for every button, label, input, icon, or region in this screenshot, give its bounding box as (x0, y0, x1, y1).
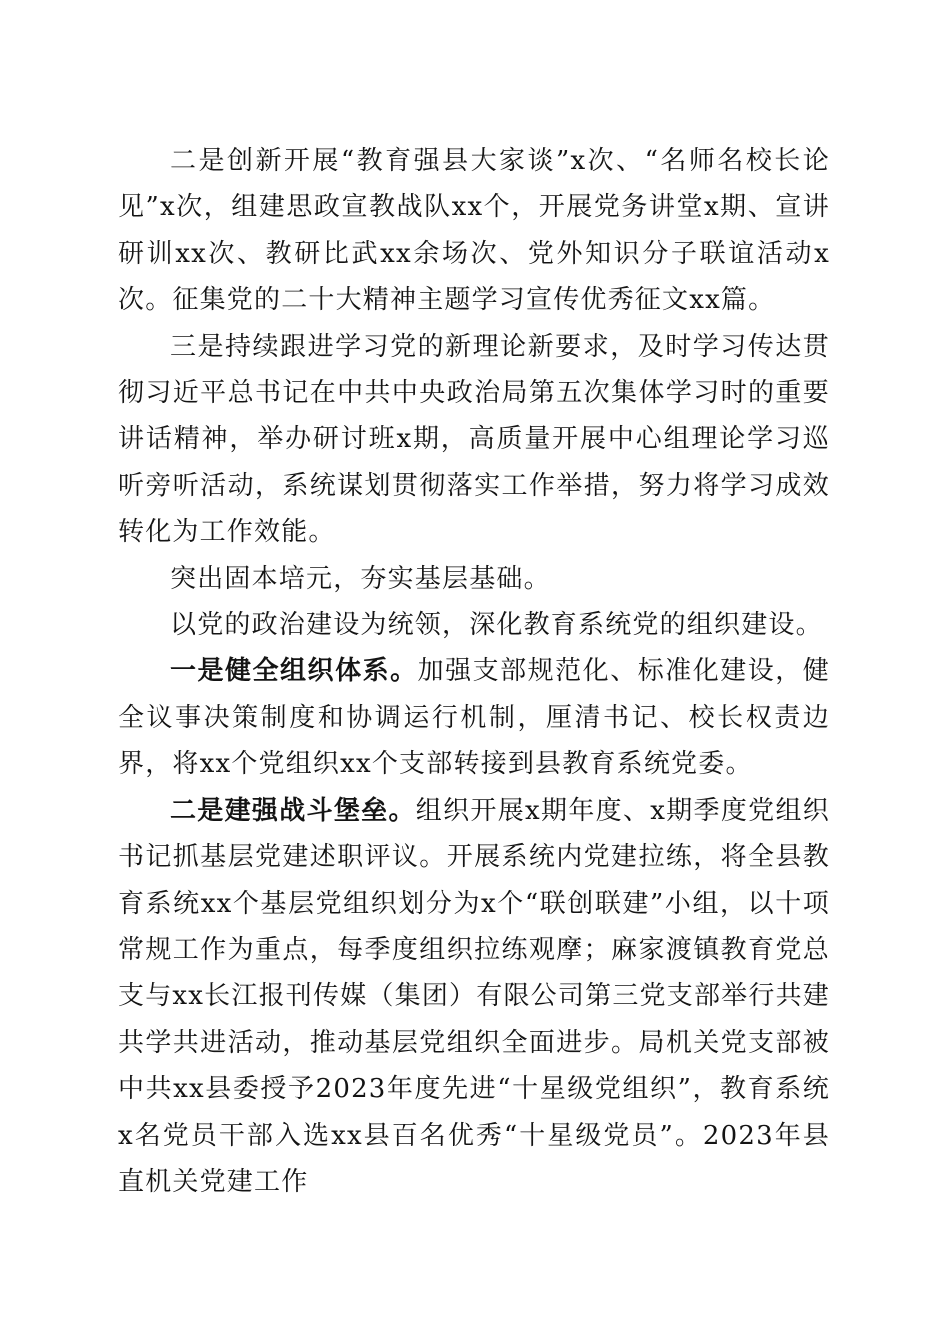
paragraph-text: 三是持续跟进学习党的新理论新要求，及时学习传达贯彻习近平总书记在中共中央政治局第五次集体学习时的重要讲话精神，举办研讨班x期，高质量开展中心组理论学习巡听旁听活动，系统谋划贯彻落实工作举措，努力将学习成效转化为工作效能。 (118, 331, 830, 548)
paragraph-innovation-activities (118, 138, 830, 324)
paragraph-text: 二是创新开展“教育强县大家谈”x次、“名师名校长论见”x次，组建思政宣教战队xx个，开展党务讲堂x期、宣讲研训xx次、教研比武xx余场次、党外知识分子联谊活动x次。征集党的二十大精神主题学习宣传优秀征文xx篇。 (118, 146, 830, 316)
paragraph-section-heading (118, 556, 830, 602)
paragraph-theory-study (118, 324, 830, 556)
paragraph-text: 以党的政治建设为统领，深化教育系统党的组织建设。 (170, 610, 823, 641)
paragraph-lead: 二是建强战斗堡垒。 (170, 795, 416, 826)
paragraph-text: 突出固本培元，夯实基层基础。 (170, 563, 551, 594)
document-body (118, 138, 830, 1205)
paragraph-organization-system (118, 648, 830, 787)
paragraph-political-building (118, 602, 830, 648)
paragraph-fighting-fortress (118, 788, 830, 1206)
paragraph-lead: 一是健全组织体系。 (170, 656, 418, 687)
paragraph-text: 组织开展x期年度、x期季度党组织书记抓基层党建述职评议。开展系统内党建拉练，将全县教育系统xx个基层党组织划分为x个“联创联建”小组，以十项常规工作为重点，每季度组织拉练观摩；麻家渡镇教育党总支与xx长江报刊传媒（集团）有限公司第三党支部举行共建共学共进活动，推动基层党组织全面进步。局机关党支部被中共xx县委授予2023年度先进“十星级党组织”，教育系统x名党员干部入选xx县百名优秀“十星级党员”。2023年县直机关党建工作 (118, 795, 830, 1197)
paragraph-text: 加强支部规范化、标准化建设，健全议事决策制度和协调运行机制，厘清书记、校长权责边界，将xx个党组织xx个支部转接到县教育系统党委。 (118, 656, 830, 780)
